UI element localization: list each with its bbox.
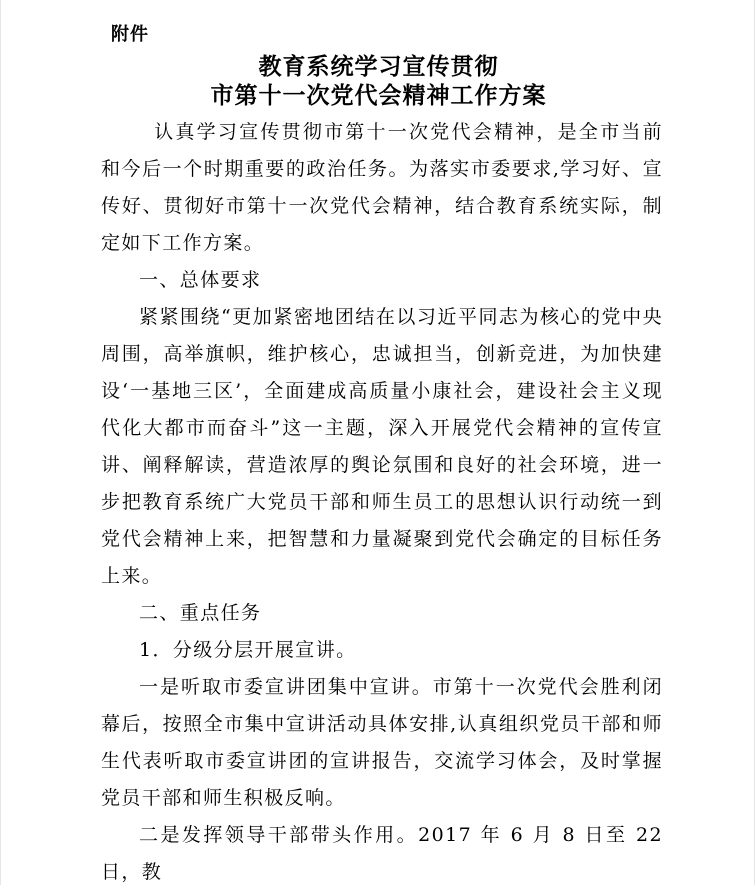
document-title-line-1: 教育系统学习宣传贯彻 — [258, 54, 499, 80]
document-title-line-2: 市第十一次党代会精神工作方案 — [210, 83, 547, 109]
paragraph-leading-cadres: 二是发挥领导干部带头作用。2017 年 6 月 8 日至 22 日，教 — [101, 824, 663, 883]
section-heading-general-requirements: 一、总体要求 — [139, 269, 262, 291]
paragraph-municipal-lectures: 一是听取市委宣讲团集中宣讲。市第十一次党代会胜利闭幕后，按照全市集中宣讲活动具体安排,认真组织党员干部和师生代表听取市委宣讲团的宣讲报告，交流学习体会，及时掌握党员干部和师生积极反响。 — [101, 676, 663, 809]
intro-paragraph: 认真学习宣传贯彻市第十一次党代会精神，是全市当前和今后一个时期重要的政治任务。为落实市委要求,学习好、宣传好、贯彻好市第十一次党代会精神，结合教育系统实际，制定如下工作方案。 — [101, 121, 663, 254]
document-body — [101, 114, 663, 891]
section-heading-key-tasks: 二、重点任务 — [139, 602, 262, 624]
attachment-label: 附件 — [111, 24, 149, 45]
subheading-tiered-lectures: 1．分级分层开展宣讲。 — [139, 639, 357, 661]
general-requirements-paragraph: 紧紧围绕“更加紧密地团结在以习近平同志为核心的党中央周围，高举旗帜，维护核心，忠诚担当，创新竞进，为加快建设‘一基地三区’，全面建成高质量小康社会，建设社会主义现代化大都市而奋斗”这一主题，深入开展党代会精神的宣传宣讲、阐释解读，营造浓厚的舆论氛围和良好的社会环境，进一步把教育系统广大党员干部和师生员工的思想认识行动统一到党代会精神上来，把智慧和力量凝聚到党代会确定的目标任务上来。 — [101, 306, 663, 587]
